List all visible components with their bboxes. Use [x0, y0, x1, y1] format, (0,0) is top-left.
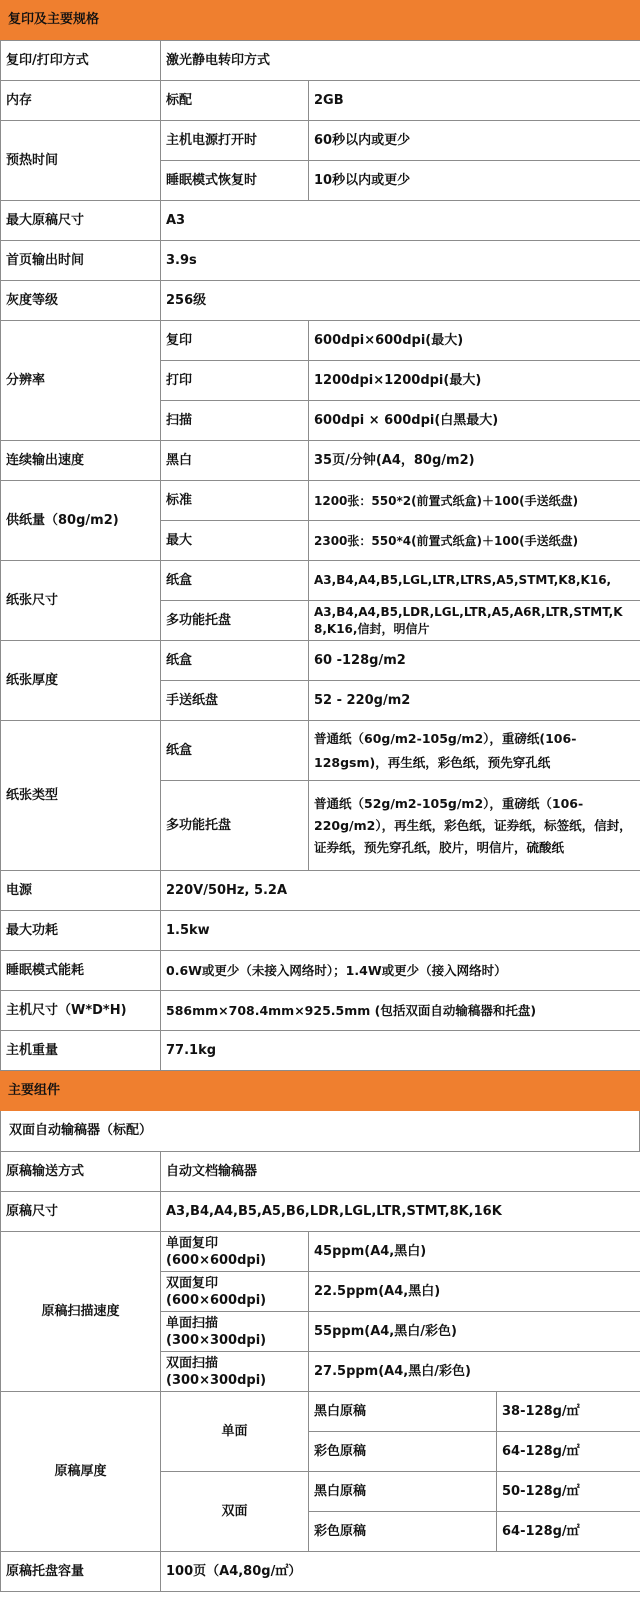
table-row: [1, 201, 640, 241]
table-row: [1, 321, 640, 361]
row-value: 60秒以内或更少: [309, 121, 640, 161]
row-sub-label: 黑白原稿: [309, 1472, 497, 1512]
row-sub-label: 手送纸盘: [161, 681, 309, 721]
row-value: A3,B4,A4,B5,A5,B6,LDR,LGL,LTR,STMT,8K,16K: [161, 1192, 640, 1232]
row-label: 主机尺寸（W*D*H): [1, 991, 161, 1031]
component-subtitle: 双面自动输稿器（标配）: [0, 1111, 640, 1151]
row-label: 复印/打印方式: [1, 41, 161, 81]
row-value: A3,B4,A4,B5,LDR,LGL,LTR,A5,A6R,LTR,STMT,K8,K16,信封，明信片: [309, 601, 640, 641]
row-value: 22.5ppm(A4,黑白): [309, 1272, 640, 1312]
row-value: 64-128g/㎡: [497, 1512, 640, 1552]
row-label: 纸张尺寸: [1, 561, 161, 641]
table-row: [1, 281, 640, 321]
row-value: 1.5kw: [161, 911, 640, 951]
row-label: 供纸量（80g/m2): [1, 481, 161, 561]
row-label: 原稿厚度: [1, 1392, 161, 1552]
table-row: [1, 951, 640, 991]
row-label: 首页输出时间: [1, 241, 161, 281]
row-value: 220V/50Hz, 5.2A: [161, 871, 640, 911]
table-row: [1, 911, 640, 951]
row-sub-label: 睡眠模式恢复时: [161, 161, 309, 201]
row-label: 最大原稿尺寸: [1, 201, 161, 241]
table-row: [1, 1552, 640, 1592]
row-sub-label: 打印: [161, 361, 309, 401]
table-row: [1, 991, 640, 1031]
table-row: [1, 1392, 640, 1432]
table-row: [1, 81, 640, 121]
row-sub-label: 彩色原稿: [309, 1512, 497, 1552]
table-row: [1, 1232, 640, 1272]
row-value: 64-128g/㎡: [497, 1432, 640, 1472]
table-row: [1, 481, 640, 521]
row-sub-label: 双面: [161, 1472, 309, 1552]
row-label: 分辨率: [1, 321, 161, 441]
row-label: 原稿输送方式: [1, 1152, 161, 1192]
table-row: [1, 871, 640, 911]
table-row: [1, 121, 640, 161]
row-label: 睡眠模式能耗: [1, 951, 161, 991]
row-label: 内存: [1, 81, 161, 121]
row-sub-label: 多功能托盘: [161, 781, 309, 871]
row-label: 最大功耗: [1, 911, 161, 951]
row-value: 256级: [161, 281, 640, 321]
row-value: 自动文档输稿器: [161, 1152, 640, 1192]
row-sub-label: 黑白: [161, 441, 309, 481]
row-sub-label: 黑白原稿: [309, 1392, 497, 1432]
section-header-components: 主要组件: [0, 1071, 640, 1111]
row-value: 普通纸（52g/m2-105g/m2），重磅纸（106-220g/m2），再生纸，彩色纸，证券纸，标签纸，信封，证券纸，预先穿孔纸，胶片，明信片，硫酸纸: [309, 781, 640, 871]
row-label: 预热时间: [1, 121, 161, 201]
row-value: 激光静电转印方式: [161, 41, 640, 81]
row-value: 60 -128g/m2: [309, 641, 640, 681]
row-sub-label: 多功能托盘: [161, 601, 309, 641]
row-value: 38-128g/㎡: [497, 1392, 640, 1432]
spec-table-adf: [0, 1151, 640, 1592]
row-value: 2300张：550*4(前置式纸盒)＋100(手送纸盘): [309, 521, 640, 561]
row-sub-label: 双面复印(600×600dpi): [161, 1272, 309, 1312]
row-sub-label: 最大: [161, 521, 309, 561]
row-sub-label: 彩色原稿: [309, 1432, 497, 1472]
row-value: 27.5ppm(A4,黑白/彩色): [309, 1352, 640, 1392]
row-value: 77.1kg: [161, 1031, 640, 1071]
row-value: 600dpi×600dpi(最大): [309, 321, 640, 361]
row-label: 纸张厚度: [1, 641, 161, 721]
table-row: [1, 241, 640, 281]
row-value: 3.9s: [161, 241, 640, 281]
row-sub-label: 单面: [161, 1392, 309, 1472]
row-sub-label: 纸盒: [161, 561, 309, 601]
row-sub-label: 复印: [161, 321, 309, 361]
row-label: 电源: [1, 871, 161, 911]
row-value: 1200张：550*2(前置式纸盒)＋100(手送纸盘): [309, 481, 640, 521]
row-value: A3: [161, 201, 640, 241]
row-label: 连续输出速度: [1, 441, 161, 481]
row-value: 55ppm(A4,黑白/彩色): [309, 1312, 640, 1352]
row-sub-label: 双面扫描(300×300dpi): [161, 1352, 309, 1392]
section-header-copy-specs: 复印及主要规格: [0, 0, 640, 40]
row-sub-label: 单面复印(600×600dpi): [161, 1232, 309, 1272]
row-value: 100页（A4,80g/㎡）: [161, 1552, 640, 1592]
row-sub-label: 纸盒: [161, 721, 309, 781]
table-row: [1, 1192, 640, 1232]
row-label: 灰度等级: [1, 281, 161, 321]
row-value: 2GB: [309, 81, 640, 121]
row-sub-label: 标准: [161, 481, 309, 521]
row-value: 52 - 220g/m2: [309, 681, 640, 721]
row-value: 普通纸（60g/m2-105g/m2），重磅纸(106-128gsm)，再生纸，彩色纸，预先穿孔纸: [309, 721, 640, 781]
row-value: 1200dpi×1200dpi(最大): [309, 361, 640, 401]
table-row: [1, 561, 640, 601]
row-sub-label: 单面扫描(300×300dpi): [161, 1312, 309, 1352]
row-sub-label: 纸盒: [161, 641, 309, 681]
row-value: 45ppm(A4,黑白): [309, 1232, 640, 1272]
table-row: [1, 441, 640, 481]
row-sub-label: 扫描: [161, 401, 309, 441]
table-row: [1, 1152, 640, 1192]
row-label: 纸张类型: [1, 721, 161, 871]
table-row: [1, 641, 640, 681]
row-value: 50-128g/㎡: [497, 1472, 640, 1512]
row-value: 586mm×708.4mm×925.5mm (包括双面自动输稿器和托盘): [161, 991, 640, 1031]
row-label: 原稿托盘容量: [1, 1552, 161, 1592]
spec-table-main: [0, 40, 640, 1071]
row-label: 原稿尺寸: [1, 1192, 161, 1232]
row-label: 原稿扫描速度: [1, 1232, 161, 1392]
row-sub-label: 主机电源打开时: [161, 121, 309, 161]
row-value: 0.6W或更少（未接入网络时）；1.4W或更少（接入网络时）: [161, 951, 640, 991]
table-row: [1, 1031, 640, 1071]
table-row: [1, 721, 640, 781]
row-value: A3,B4,A4,B5,LGL,LTR,LTRS,A5,STMT,K8,K16,: [309, 561, 640, 601]
table-row: [1, 41, 640, 81]
row-label: 主机重量: [1, 1031, 161, 1071]
row-value: 10秒以内或更少: [309, 161, 640, 201]
row-value: 600dpi × 600dpi(白黑最大): [309, 401, 640, 441]
row-value: 35页/分钟(A4，80g/m2): [309, 441, 640, 481]
row-sub-label: 标配: [161, 81, 309, 121]
